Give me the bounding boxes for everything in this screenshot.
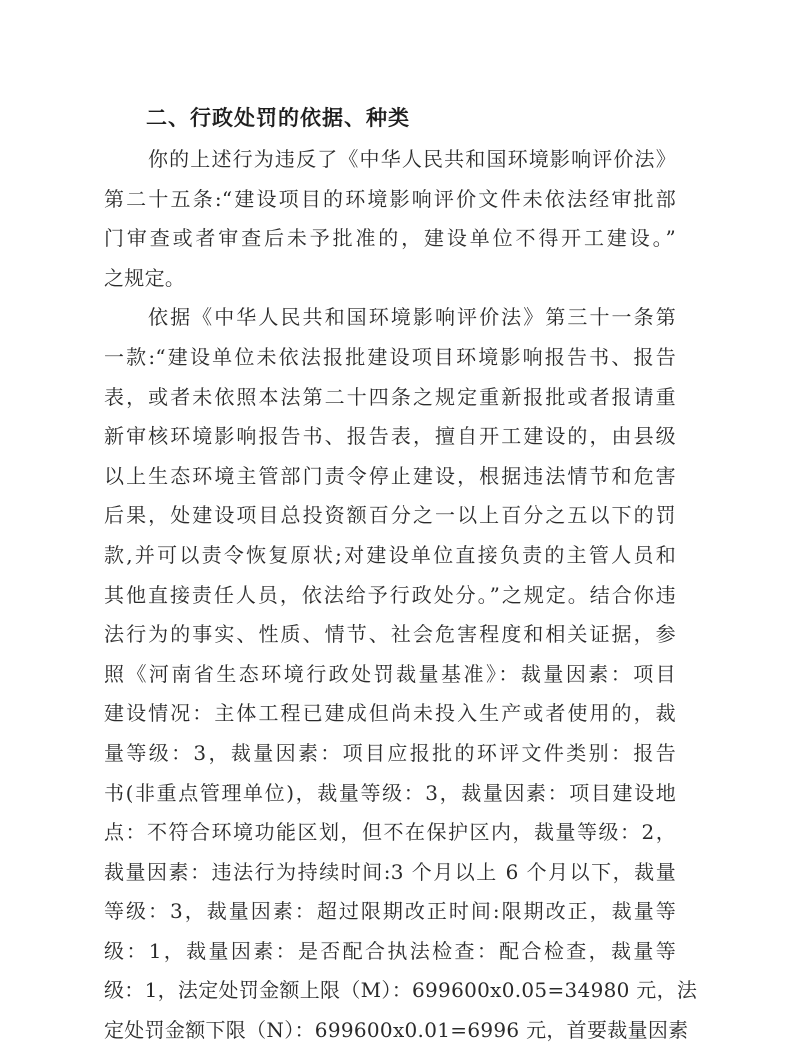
text-line: 新审核环境影响报告书、报告表，擅自开工建设的，由县级 bbox=[104, 424, 676, 449]
text-line: 级：1，法定处罚金额上限（M）：699600x0.05=34980 元，法 bbox=[104, 978, 698, 1003]
document-body bbox=[104, 140, 698, 1051]
text-line: 后果，处建设项目总投资额百分之一以上百分之五以下的罚 bbox=[104, 503, 676, 528]
text-line: 门审查或者审查后未予批准的，建设单位不得开工建设。” bbox=[104, 226, 676, 251]
text-line: 级：1，裁量因素：是否配合执法检查：配合检查，裁量等 bbox=[104, 938, 676, 963]
text-line: 其他直接责任人员，依法给予行政处分。”之规定。结合你违 bbox=[104, 582, 676, 607]
paragraph-basis bbox=[104, 298, 698, 1050]
text-line: 照《河南省生态环境行政处罚裁量基准》：裁量因素：项目 bbox=[104, 661, 676, 686]
text-line: 依据《中华人民共和国环境影响评价法》第三十一条第 bbox=[148, 305, 676, 330]
text-line: 之规定。 bbox=[104, 265, 186, 290]
text-line: 款,并可以责令恢复原状;对建设单位直接负责的主管人员和 bbox=[104, 542, 676, 567]
text-line: 建设情况：主体工程已建成但尚未投入生产或者使用的，裁 bbox=[104, 701, 676, 726]
text-line: 以上生态环境主管部门责令停止建设，根据违法情节和危害 bbox=[104, 463, 676, 488]
text-line: 裁量因素：违法行为持续时间:3 个月以上 6 个月以下，裁量 bbox=[104, 859, 676, 884]
paragraph-violation bbox=[104, 140, 676, 298]
text-line: 一款:“建设单位未依法报批建设项目环境影响报告书、报告 bbox=[104, 344, 676, 369]
text-line: 定处罚金额下限（N）：699600x0.01=6996 元，首要裁量因素 bbox=[104, 1018, 689, 1043]
text-line: 书(非重点管理单位)，裁量等级：3，裁量因素：项目建设地 bbox=[104, 780, 676, 805]
text-line: 你的上述行为违反了《中华人民共和国环境影响评价法》 bbox=[148, 147, 676, 171]
section-heading: 二、行政处罚的依据、种类 bbox=[146, 106, 410, 130]
text-line: 量等级：3，裁量因素：项目应报批的环评文件类别：报告 bbox=[104, 740, 676, 765]
text-line: 第二十五条:“建设项目的环境影响评价文件未依法经审批部 bbox=[104, 186, 676, 211]
text-line: 点：不符合环境功能区划，但不在保护区内，裁量等级：2， bbox=[104, 820, 676, 845]
text-line: 等级：3，裁量因素：超过限期改正时间:限期改正，裁量等 bbox=[104, 899, 676, 924]
text-line: 表，或者未依照本法第二十四条之规定重新报批或者报请重 bbox=[104, 384, 676, 409]
text-line: 法行为的事实、性质、情节、社会危害程度和相关证据，参 bbox=[104, 622, 676, 647]
